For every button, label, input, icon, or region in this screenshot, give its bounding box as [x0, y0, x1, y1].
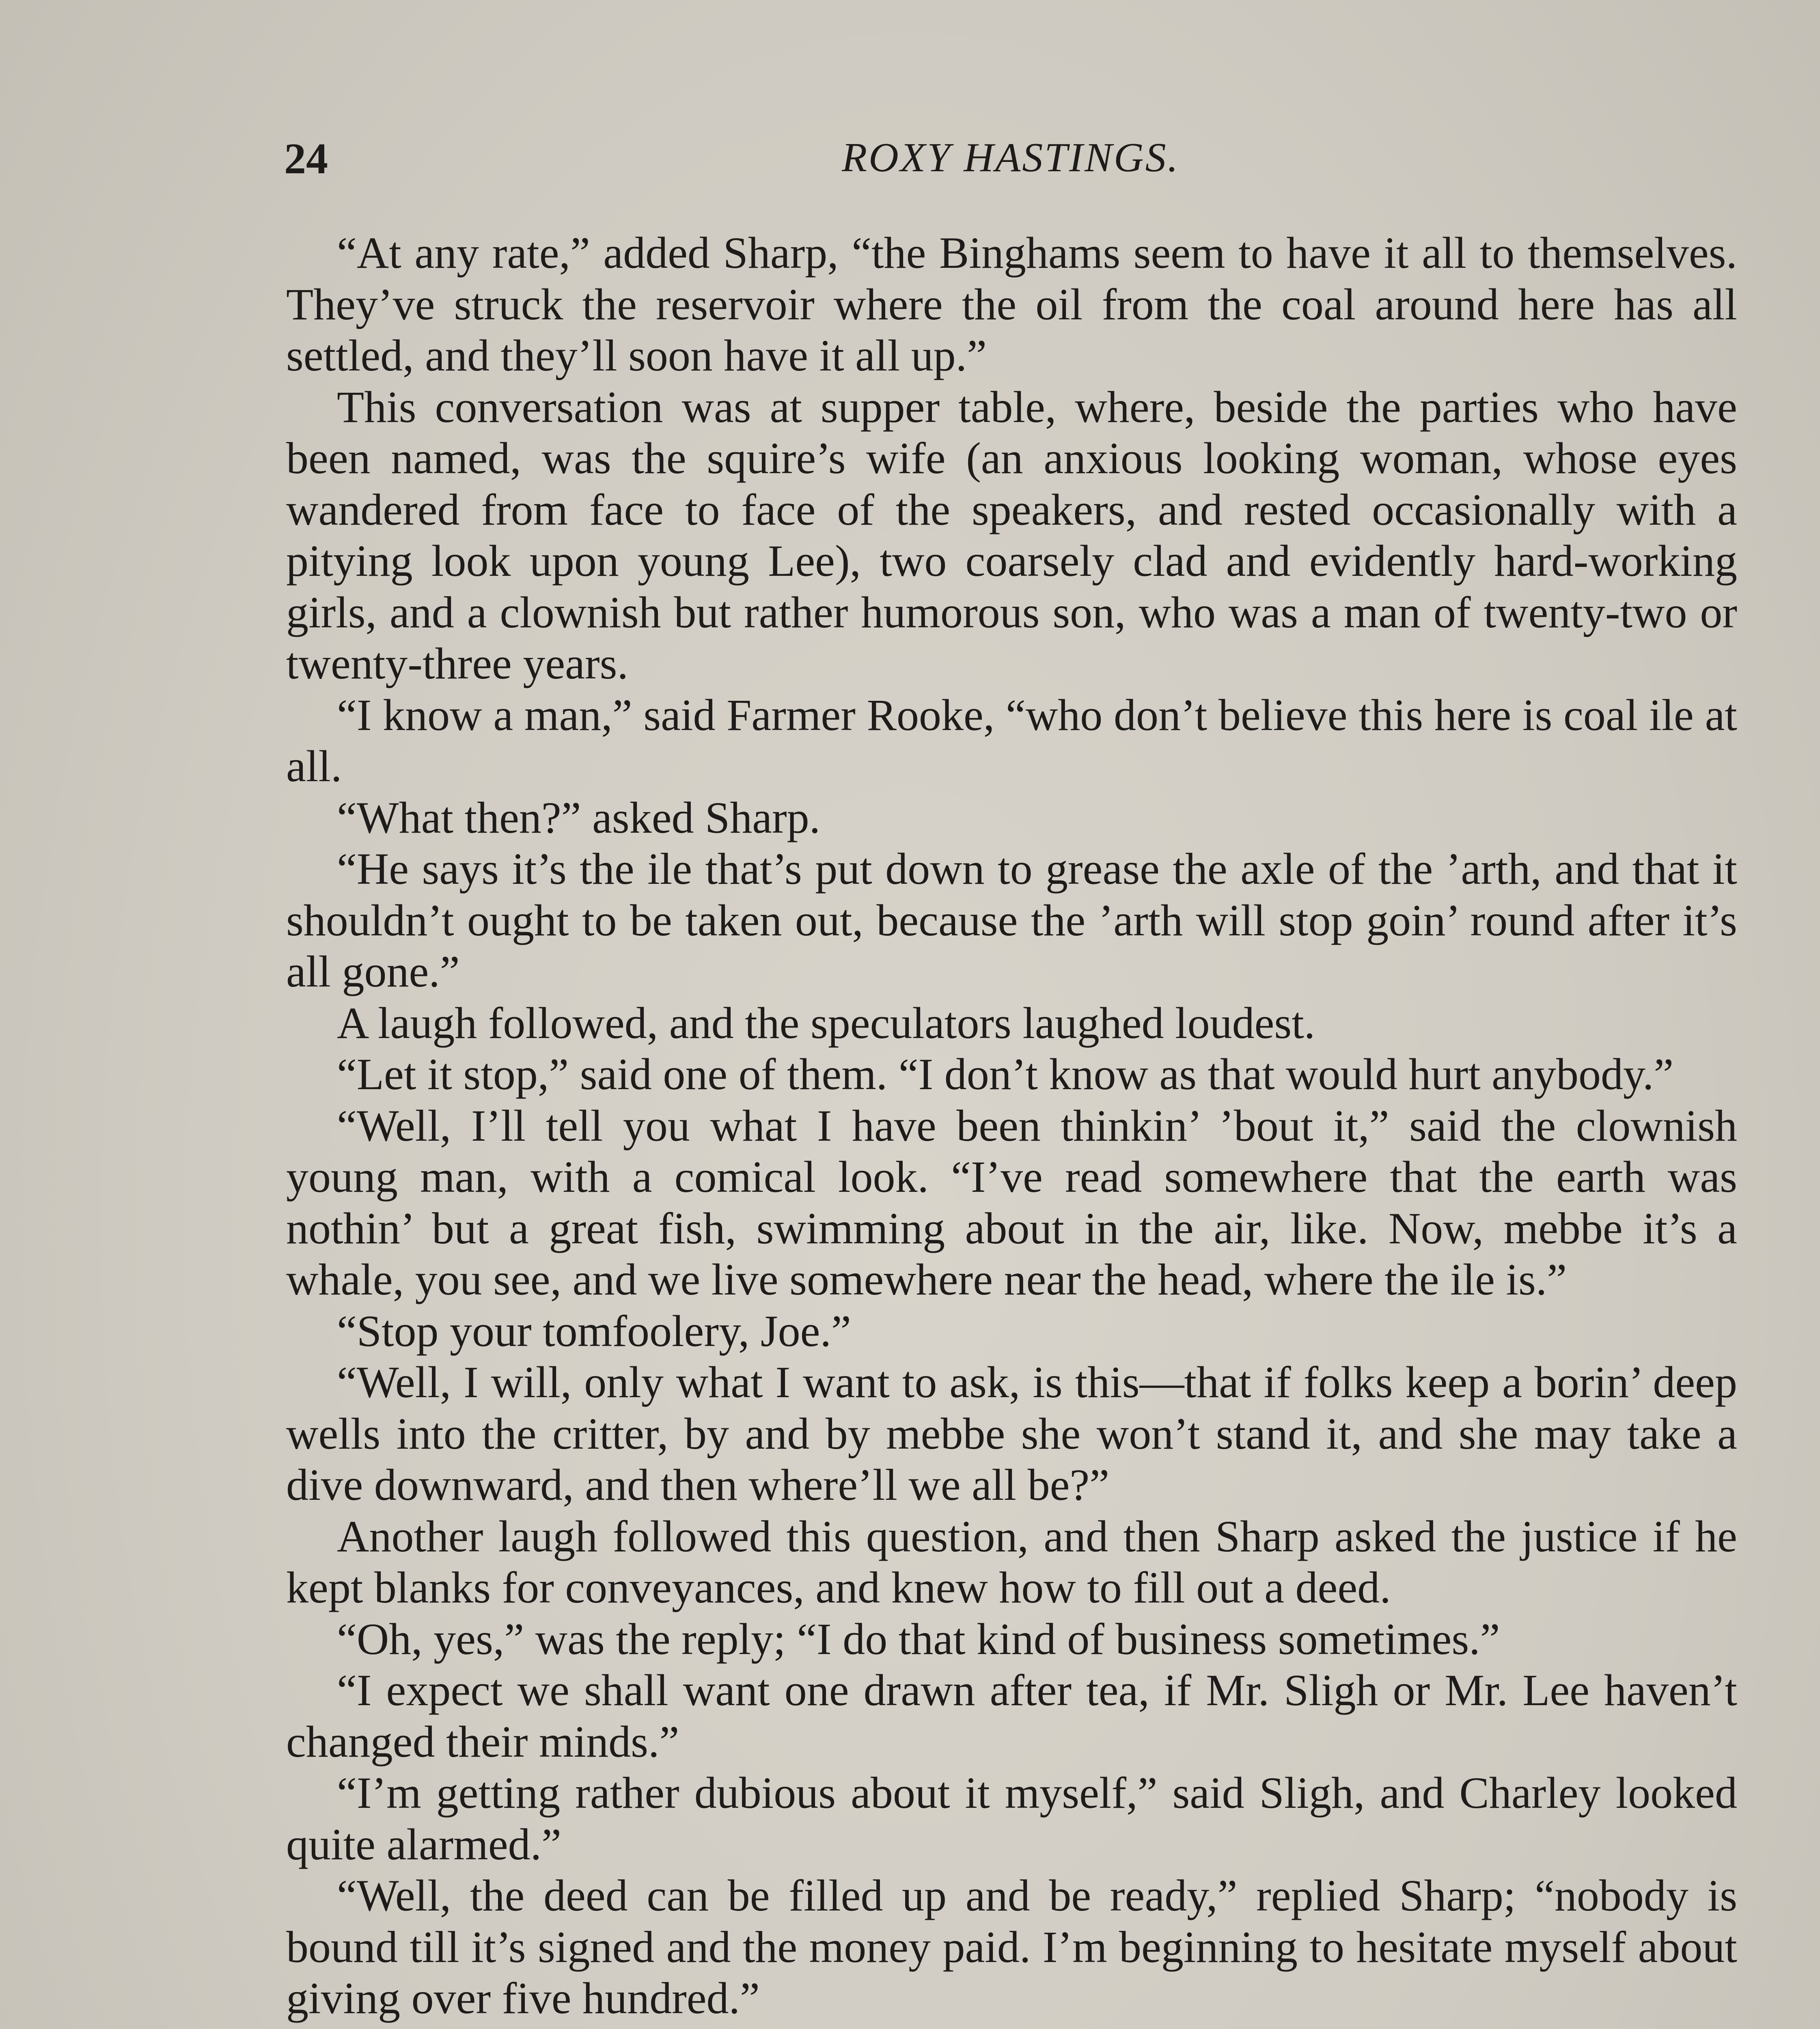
paragraph: This conversation was at supper table, where, beside the parties who have been named, was the squire’s wife (an anxious looking woman, whose eyes wandered from face to face of the speakers, and rested occasionally with a pitying look upon young Lee), two coarsely clad and evidently hard-working girls, and a clownish but rather humorous son, who was a man of twenty-two or twenty-three years. — [286, 382, 1737, 688]
running-head — [284, 126, 1737, 183]
paragraph: “Well, I’ll tell you what I have been thinkin’ ’bout it,” said the clownish young man, with a comical look. “I’ve read somewhere that the earth was nothin’ but a great fish, swimming about in the air, like. Now, mebbe it’s a whale, you see, and we live somewhere near the head, where the ile is.” — [286, 1101, 1737, 1304]
paragraph: Another laugh followed this question, and then Sharp asked the justice if he kept blanks for conveyances, and knew how to fill out a deed. — [286, 1511, 1737, 1612]
paragraph: “Oh, yes,” was the reply; “I do that kind of business sometimes.” — [337, 1614, 1500, 1664]
paragraph: “Well, the deed can be filled up and be ready,” replied Sharp; “nobody is bound till it’s signed and the money paid. I’m beginning to hesitate myself about giving over five hundred.” — [286, 1871, 1737, 2023]
paragraph: “Stop your tomfoolery, Joe.” — [337, 1306, 851, 1356]
paragraph: “At any rate,” added Sharp, “the Binghams seem to have it all to themselves. They’ve struck the reservoir where the oil from the coal around here has all settled, and they’ll soon have it all up.” — [286, 228, 1737, 380]
paragraph: “Well, I will, only what I want to ask, is this—that if folks keep a borin’ deep wells into the critter, by and by mebbe she won’t stand it, and she may take a dive downward, and then where’ll we all be?” — [286, 1357, 1737, 1510]
paragraph: “I expect we shall want one drawn after tea, if Mr. Sligh or Mr. Lee haven’t changed their minds.” — [286, 1665, 1737, 1766]
paragraph: “I know a man,” said Farmer Rooke, “who don’t believe this here is coal ile at all. — [286, 690, 1737, 791]
body-text — [286, 227, 1737, 2024]
paragraph: “He says it’s the ile that’s put down to grease the axle of the ’arth, and that it shouldn’t ought to be taken out, because the ’arth will stop goin’ round after it’s all gone.” — [286, 844, 1737, 996]
page-number: 24 — [284, 135, 328, 183]
paragraph: “Let it stop,” said one of them. “I don’t know as that would hurt anybody.” — [337, 1049, 1674, 1099]
paragraph: A laugh followed, and the speculators laughed loudest. — [337, 998, 1315, 1048]
paragraph: “What then?” asked Sharp. — [337, 793, 821, 842]
paragraph: “I’m getting rather dubious about it myself,” said Sligh, and Charley looked quite alarmed.” — [286, 1768, 1737, 1869]
running-title: ROXY HASTINGS. — [841, 135, 1180, 181]
